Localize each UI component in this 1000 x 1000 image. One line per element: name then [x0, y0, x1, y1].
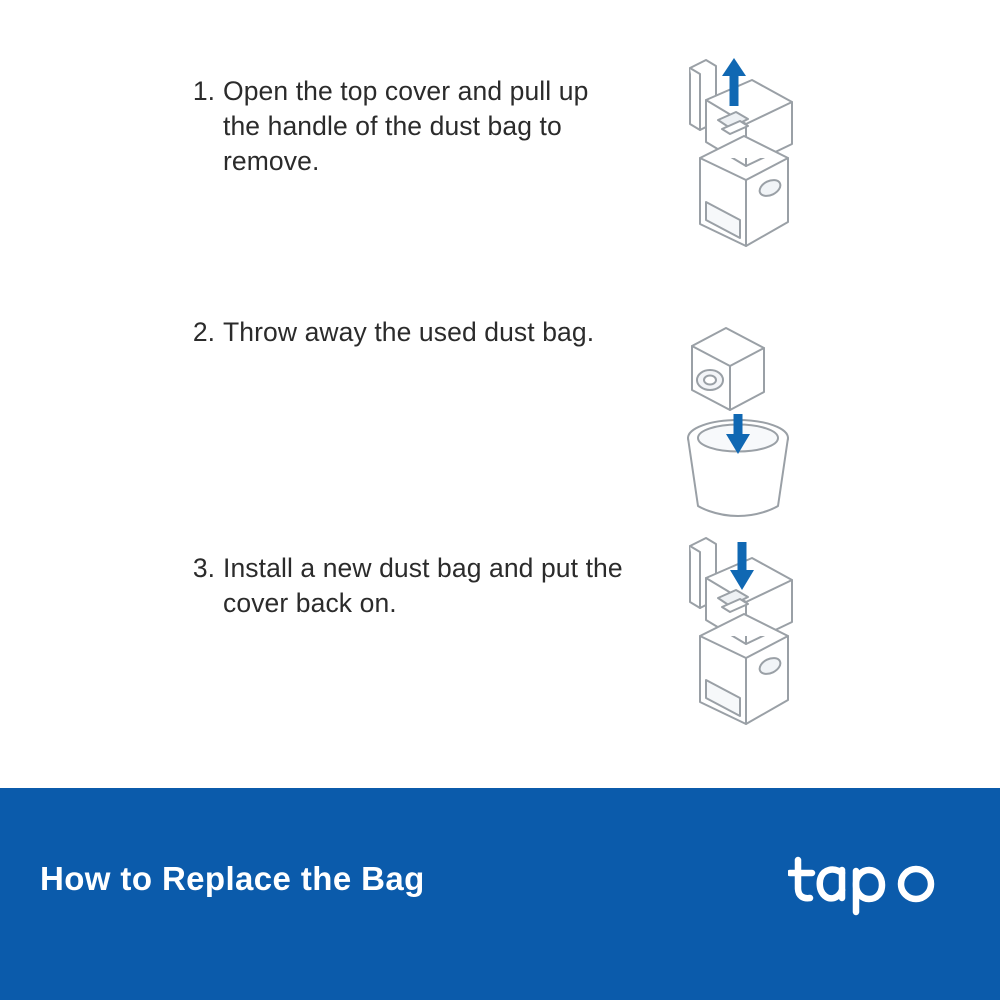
tapo-logo — [788, 852, 958, 916]
step-2-text: Throw away the used dust bag. — [223, 317, 595, 347]
step-2-illustration — [640, 310, 840, 525]
footer-bar — [0, 788, 1000, 1000]
step-1 — [183, 74, 633, 179]
step-3-illustration — [660, 528, 840, 763]
footer-title: How to Replace the Bag — [40, 860, 425, 897]
step-1-number: 1. — [192, 76, 215, 106]
step-3 — [183, 551, 633, 621]
step-3-text: Install a new dust bag and put the cover back on. — [223, 553, 623, 618]
step-2-number: 2. — [192, 317, 215, 347]
step-2 — [183, 315, 653, 350]
step-1-illustration — [660, 50, 840, 285]
step-1-text: Open the top cover and pull up the handle of the dust bag to remove. — [223, 76, 589, 176]
step-3-number: 3. — [192, 553, 215, 583]
